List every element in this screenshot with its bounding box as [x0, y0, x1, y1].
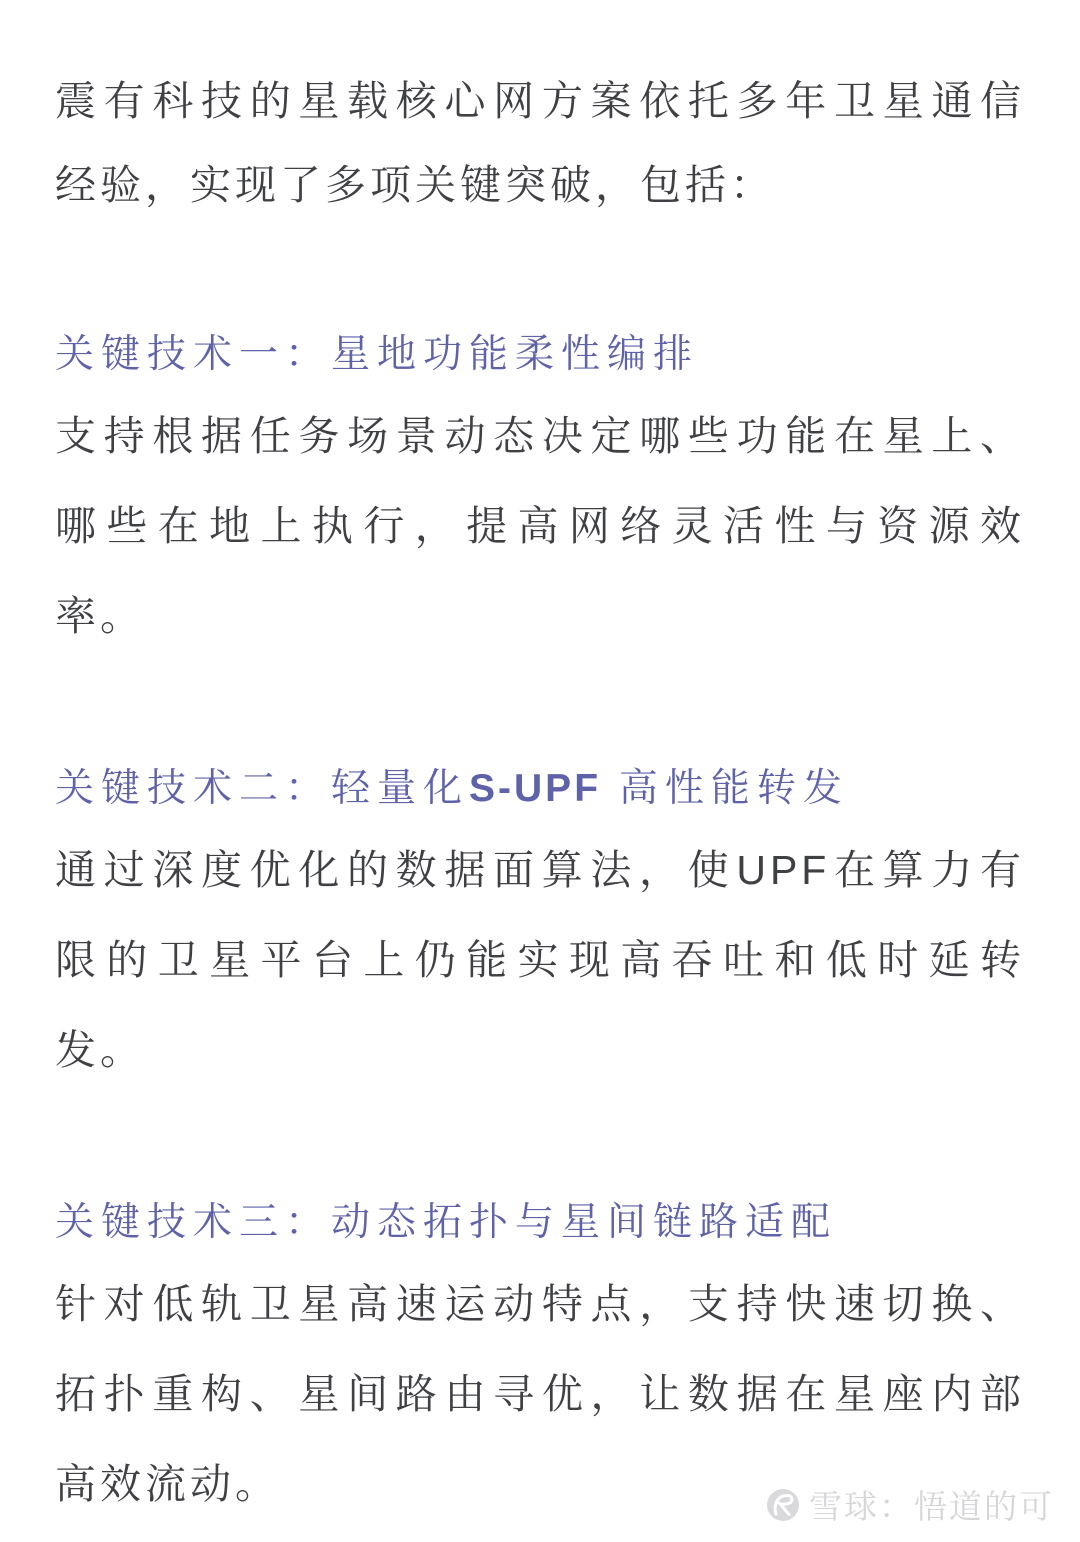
section-heading	[55, 1195, 1025, 1251]
section-body	[55, 391, 1025, 661]
intro-line: 震有科技的星载核心网方案依托多年卫星通信	[55, 78, 1025, 124]
body-line: 发。	[55, 1027, 145, 1073]
heading-text: 高性能转发	[601, 767, 849, 810]
heading-text: 关键技术一：星地功能柔性编排	[55, 333, 700, 376]
heading-text: 关键技术二：轻量化	[55, 767, 470, 810]
body-line: 针对低轨卫星高速运动特点，支持快速切换、	[55, 1281, 1025, 1327]
body-line: 限的卫星平台上仍能实现高吞吐和低时延转	[55, 937, 1025, 983]
watermark-text: 雪球：悟道的可	[809, 1488, 1054, 1525]
section-heading	[55, 761, 1025, 817]
body-line: 通过深度优化的数据面算法，使UPF在算力有	[55, 847, 1025, 893]
watermark	[765, 1481, 1054, 1528]
heading-bold-text: S-UPF	[469, 767, 602, 810]
body-line: 哪些在地上执行，提高网络灵活性与资源效	[55, 503, 1025, 549]
body-line: 拓扑重构、星间路由寻优，让数据在星座内部	[55, 1371, 1025, 1417]
intro-line: 经验，实现了多项关键突破，包括：	[55, 162, 775, 208]
intro-paragraph	[55, 0, 1025, 227]
section-key-tech-3	[55, 1195, 1025, 1529]
section-heading	[55, 327, 1025, 383]
body-line: 支持根据任务场景动态决定哪些功能在星上、	[55, 413, 1025, 459]
xueqiu-snowball-logo-icon	[765, 1487, 801, 1523]
section-body	[55, 825, 1025, 1095]
body-line: 高效流动。	[55, 1461, 280, 1507]
section-key-tech-2	[55, 761, 1025, 1095]
heading-text: 关键技术三：动态拓扑与星间链路适配	[55, 1201, 838, 1244]
body-line: 率。	[55, 593, 145, 639]
section-key-tech-1	[55, 327, 1025, 661]
